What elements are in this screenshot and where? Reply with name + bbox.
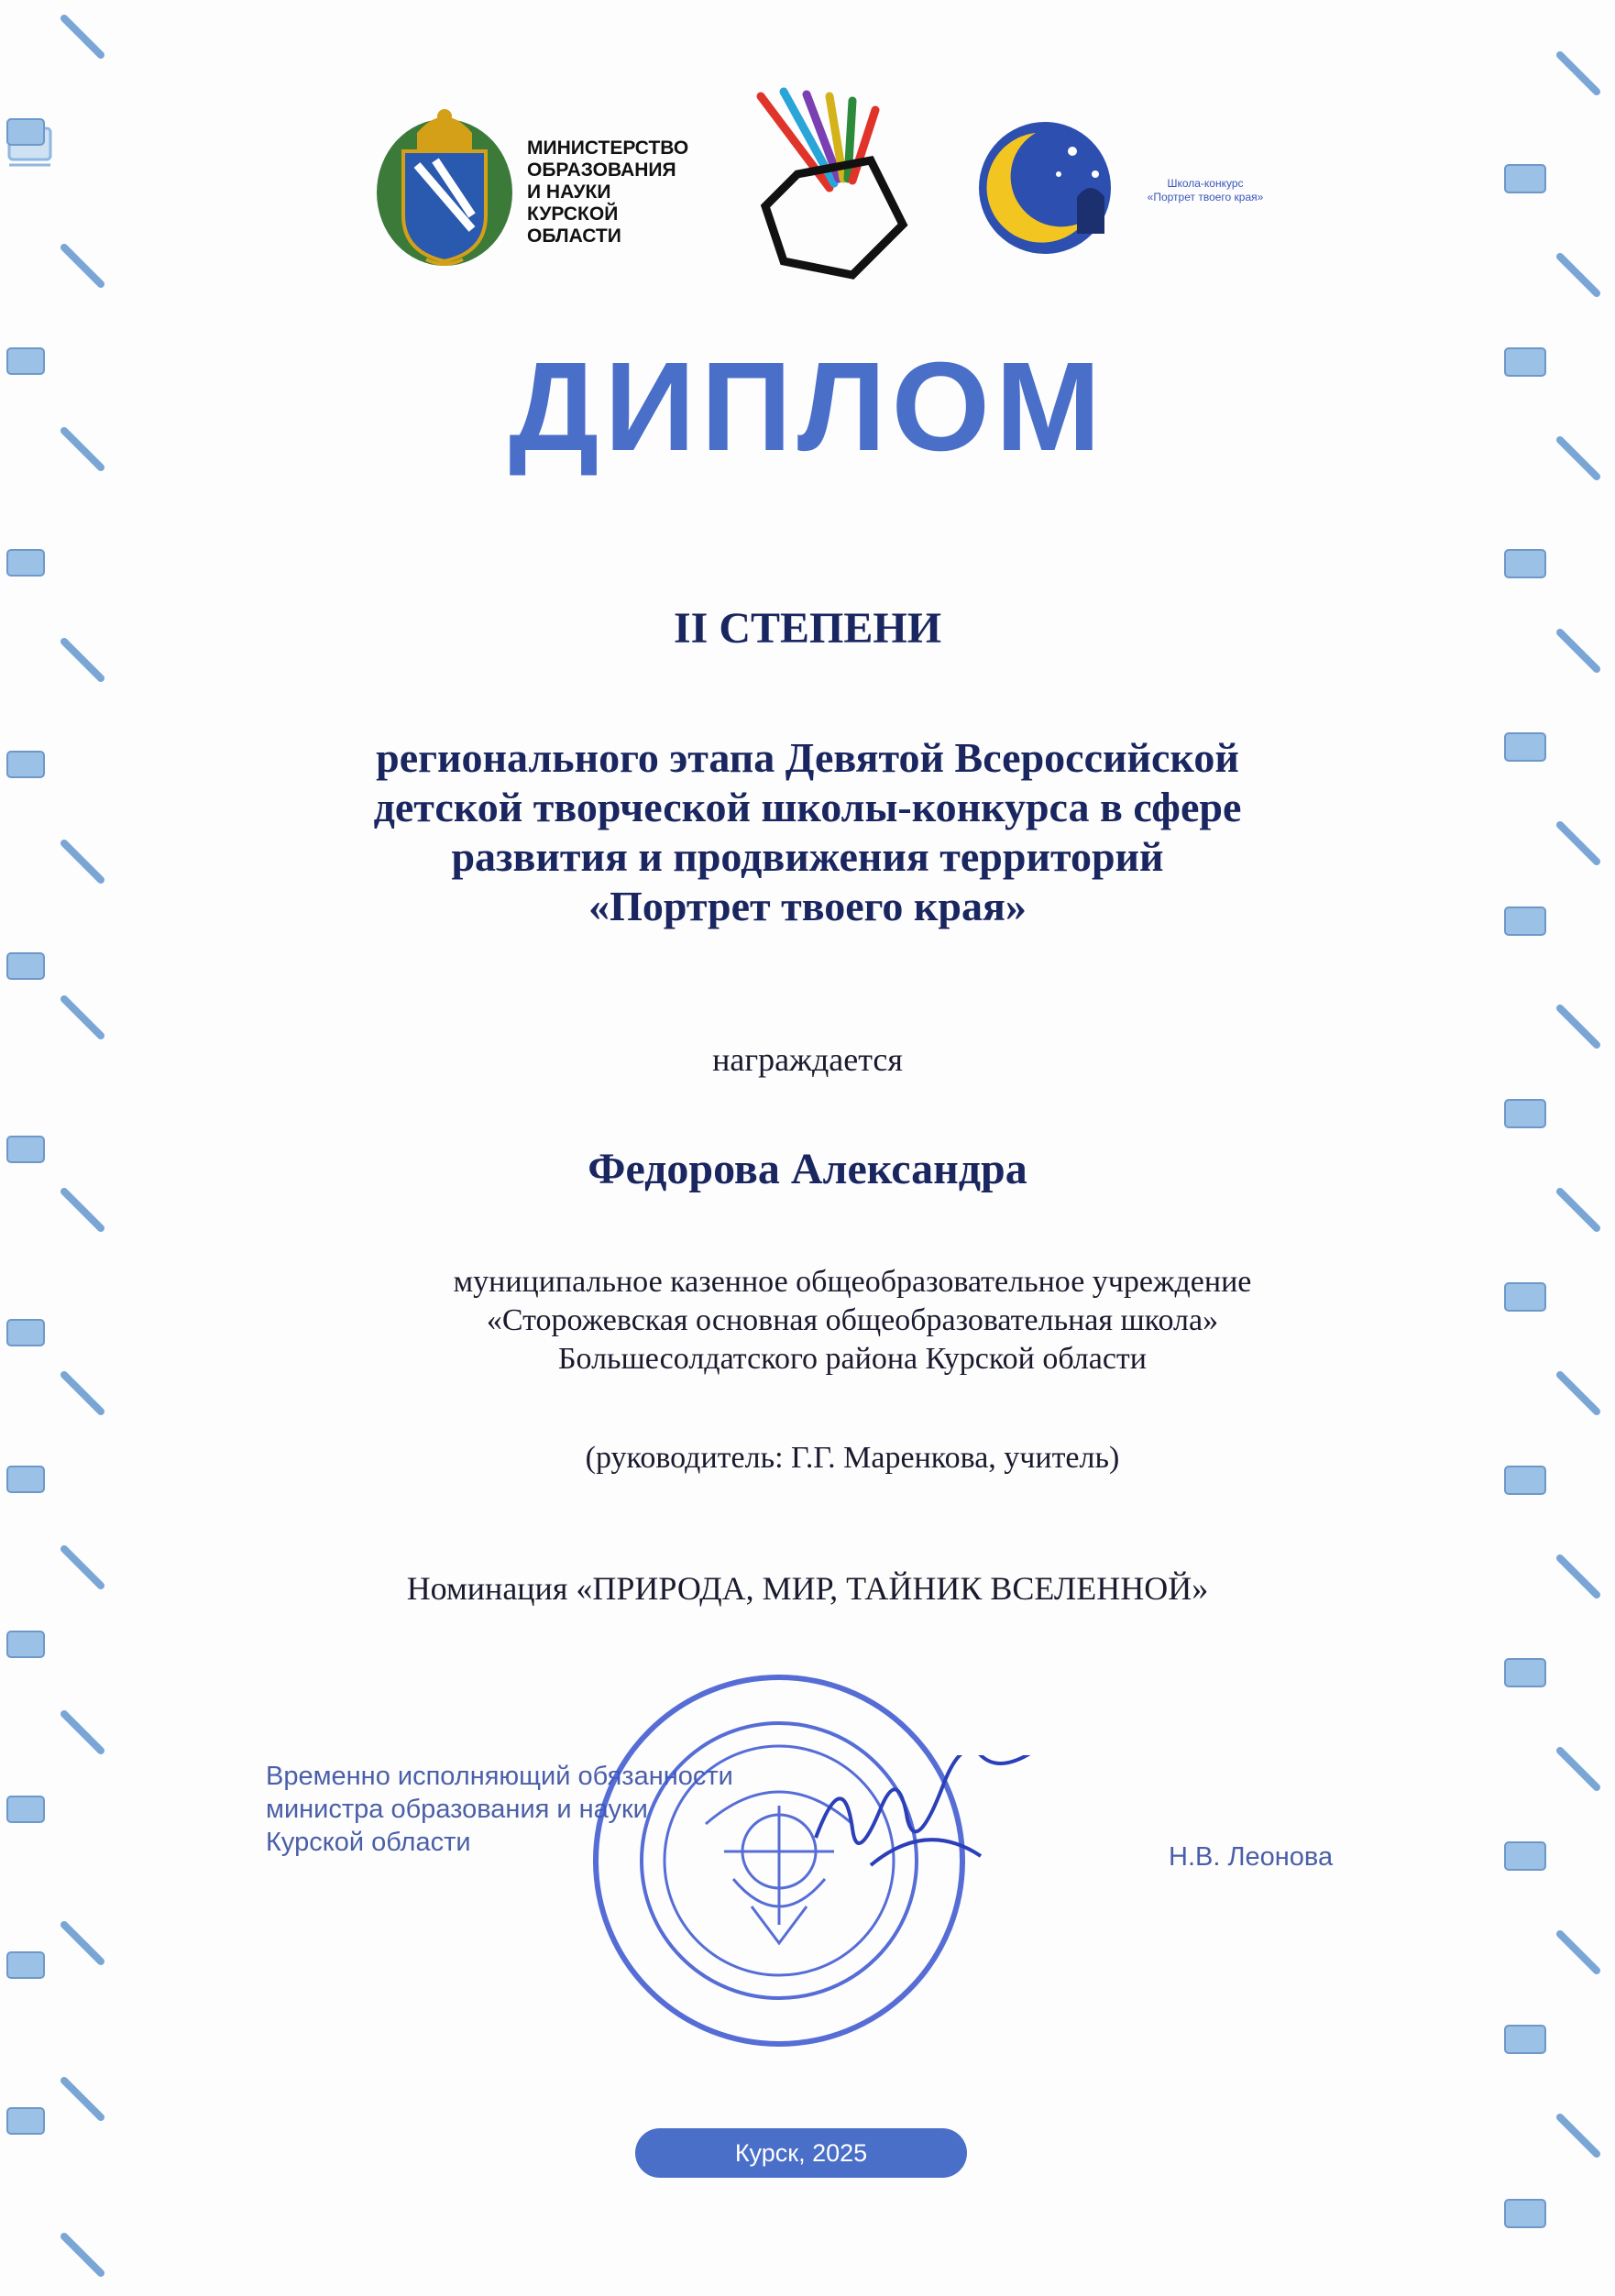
- recipient-name: Федорова Александра: [588, 1145, 1027, 1193]
- nomination-text: Номинация «ПРИРОДА, МИР, ТАЙНИК ВСЕЛЕННОЙ»: [406, 1570, 1209, 1607]
- ministry-line-2: ОБРАЗОВАНИЯ: [527, 159, 676, 181]
- ministry-line-4: КУРСКОЙ: [527, 203, 619, 225]
- supervisor-text: (руководитель: Г.Г. Маренкова, учитель): [585, 1441, 1120, 1475]
- handwritten-signature-icon: [807, 1755, 1082, 1884]
- contest-line-1: регионального этапа Девятой Всероссийской: [376, 734, 1239, 781]
- contest-line-2: детской творческой школы-конкурса в сфере: [373, 784, 1242, 830]
- diploma-title: ДИПЛОМ: [509, 336, 1106, 478]
- moon-school-logo-icon: [972, 119, 1127, 257]
- school-caption-line-2: «Портрет твоего края»: [1147, 191, 1264, 203]
- signer-title-line-2: министра образования и науки: [266, 1795, 648, 1824]
- signer-title-line-1: Временно исполняющий обязанности: [266, 1762, 733, 1791]
- ministry-name: [527, 137, 729, 247]
- city-year-badge: Курск, 2025: [635, 2128, 967, 2178]
- contest-description: [183, 733, 1432, 931]
- institution-block: [257, 1263, 1448, 1379]
- school-caption-line-1: Школа-конкурс: [1167, 177, 1244, 190]
- institution-line-3: Большесолдатского района Курской области: [558, 1342, 1147, 1376]
- diploma-degree: II СТЕПЕНИ: [673, 604, 942, 653]
- signer-name: Н.В. Леонова: [1169, 1842, 1334, 1872]
- institution-line-2: «Сторожевская основная общеобразовательная школа»: [486, 1303, 1219, 1337]
- awarded-label: награждается: [712, 1041, 903, 1078]
- contest-line-3: развития и продвижения территорий: [451, 833, 1164, 880]
- header-logos: [0, 87, 1615, 289]
- signer-title-line-3: Курской области: [266, 1828, 471, 1857]
- igra-logo-icon: [742, 87, 926, 284]
- institution-line-1: муниципальное казенное общеобразовательное учреждение: [453, 1265, 1252, 1299]
- kursk-coat-of-arms-icon: [371, 96, 518, 270]
- ministry-line-3: И НАУКИ: [527, 181, 611, 203]
- school-contest-caption: [1123, 177, 1288, 204]
- contest-line-4: «Портрет твоего края»: [588, 883, 1027, 929]
- ministry-line-1: МИНИСТЕРСТВО: [527, 137, 689, 159]
- ministry-line-5: ОБЛАСТИ: [527, 225, 621, 247]
